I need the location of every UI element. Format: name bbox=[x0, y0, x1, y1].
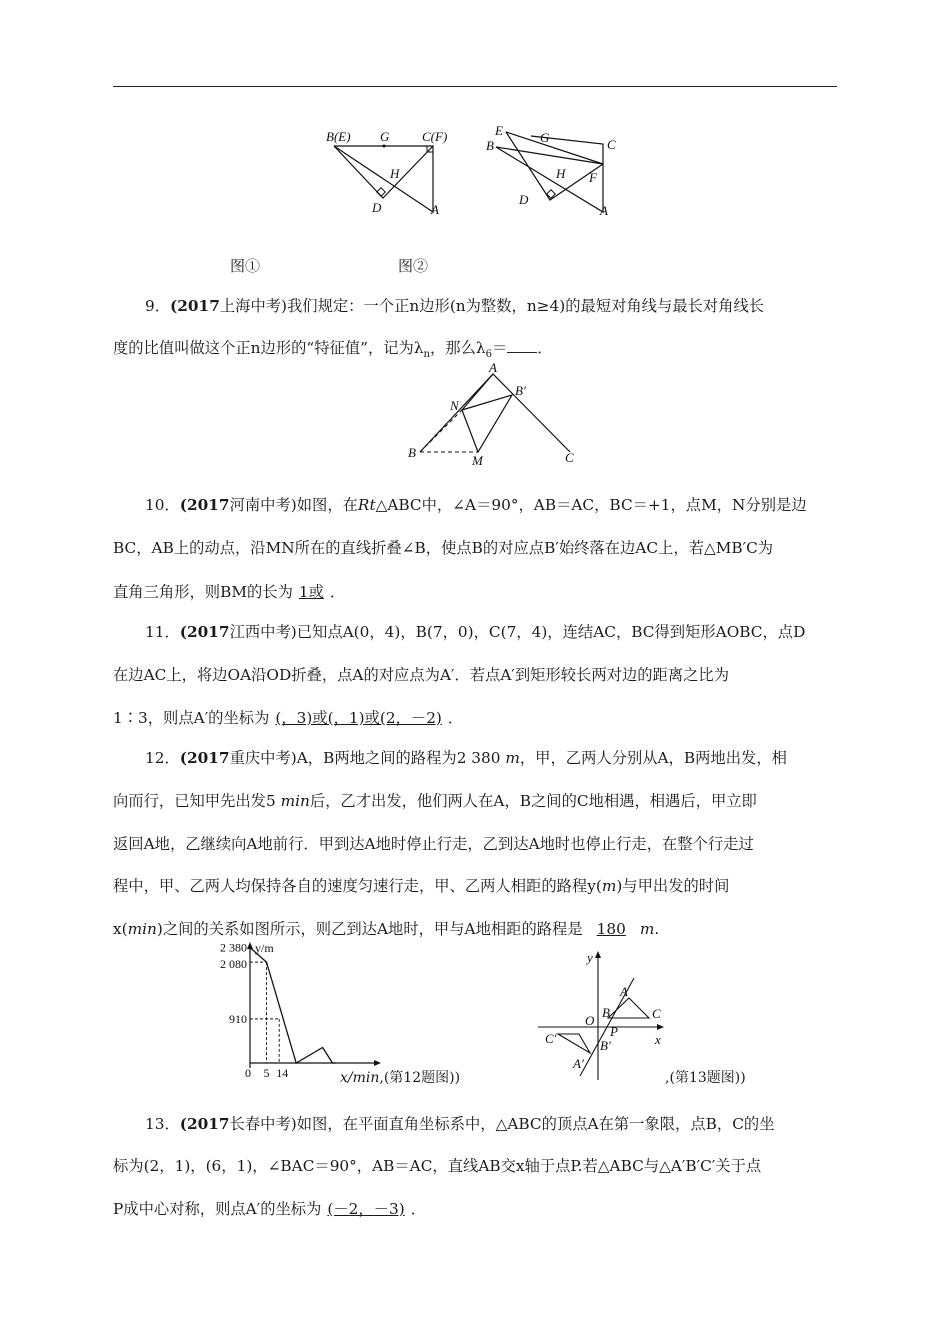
q10-line1 bbox=[145, 493, 807, 515]
q13-label-ap: A′ bbox=[573, 1056, 584, 1071]
q13-label-b: B bbox=[602, 1005, 610, 1020]
figure-1-2 bbox=[320, 120, 630, 230]
q11-text3a: 1∶3，则点A′的坐标为 bbox=[113, 709, 270, 727]
figure-q13 bbox=[530, 948, 680, 1083]
fig2-label-d: D bbox=[519, 192, 529, 207]
fig1-label-d: D bbox=[372, 200, 382, 215]
q11-text1: 江西中考)已知点A(0，4)，B(7，0)，C(7，4)，连结AC，BC得到矩形AOBC，点D bbox=[229, 623, 806, 641]
q10-number: 10． bbox=[145, 496, 180, 514]
q10-fold bbox=[462, 395, 512, 452]
q10-dashed-bn bbox=[420, 410, 462, 452]
q12-line3: 返回A地，乙继续向A地前行．甲到达A地时停止行走，乙到达A地时也停止行走，在整个行走过 bbox=[113, 835, 754, 853]
q13-triangle-a-prime bbox=[558, 1034, 590, 1053]
q12-unit-min2: min bbox=[127, 920, 157, 938]
q13-year: (2017 bbox=[179, 1115, 230, 1133]
q10-triangle bbox=[420, 374, 570, 452]
q12-line2 bbox=[113, 789, 757, 811]
fig2-e-line bbox=[506, 132, 603, 164]
fig2-label-b: B bbox=[486, 138, 494, 153]
q12-text4b: )与甲出发的时间 bbox=[616, 877, 730, 895]
q13-text3a: P成中心对称，则点A′的坐标为 bbox=[113, 1200, 322, 1218]
q13-y-arrow bbox=[595, 951, 601, 958]
fig2-label-g: G bbox=[540, 130, 550, 145]
fig1-point-g bbox=[383, 145, 386, 148]
fig2-label-a: A bbox=[600, 203, 608, 218]
q10-text3b: ． bbox=[329, 583, 346, 601]
q11-answer: (，3)或(，1)或(2，－2) bbox=[275, 709, 442, 727]
q12-y-label: y/m bbox=[255, 941, 274, 955]
q13-line3 bbox=[113, 1197, 426, 1219]
fig2-top bbox=[496, 147, 603, 164]
q10-text1a: 河南中考)如图，在 bbox=[229, 496, 358, 514]
q13-caption: ,(第13题图)) bbox=[665, 1070, 746, 1086]
fig1-label-a: A bbox=[431, 202, 439, 217]
q12-x-label bbox=[340, 1067, 460, 1087]
q13-label-o: O bbox=[585, 1013, 595, 1028]
q12-unit-min1: min bbox=[280, 792, 310, 810]
q11-text3b: ． bbox=[447, 709, 464, 727]
figure-2 bbox=[486, 123, 616, 218]
q10-label-m: M bbox=[472, 453, 483, 467]
q13-text3b: ． bbox=[410, 1200, 426, 1218]
q12-line1 bbox=[145, 746, 787, 768]
q12-series-line bbox=[250, 948, 336, 1063]
q12-text5b: )之间的关系如图所示，则乙到达A地时，甲与A地相距的路程是 bbox=[156, 920, 583, 938]
q10-line2: BC，AB上的动点，沿MN所在的直线折叠∠B，使点B的对应点B′始终落在边AC上，若△MB′C为 bbox=[113, 539, 774, 557]
q13-label-a: A bbox=[620, 984, 628, 999]
q12-number: 12． bbox=[145, 749, 180, 767]
q13-line2: 标为(2，1)，(6，1)，∠BAC＝90°，AB＝AC，直线AB交x轴于点P.若△ABC与△A′B′C′关于点 bbox=[113, 1157, 762, 1175]
q13-label-x: x bbox=[655, 1032, 661, 1047]
q13-label-y: y bbox=[587, 950, 593, 965]
q10-rt: Rt bbox=[357, 496, 376, 514]
q13-line1 bbox=[145, 1112, 775, 1134]
fig1-label-c: C(F) bbox=[422, 129, 448, 144]
q10-year: (2017 bbox=[179, 496, 230, 514]
q9-number: 9． bbox=[145, 297, 171, 315]
fig1-label-h: H bbox=[390, 166, 400, 181]
q12-chart-guides bbox=[250, 962, 279, 1063]
q9-line1 bbox=[145, 294, 764, 316]
q12-text5c: . bbox=[654, 920, 660, 938]
q10-label-bp: B′ bbox=[515, 383, 526, 398]
q10-answer: 1或 bbox=[298, 583, 324, 601]
q11-year: (2017 bbox=[179, 623, 230, 641]
q9-text2d: ． bbox=[537, 339, 553, 357]
q12-tick-labels bbox=[220, 941, 288, 1080]
fig1-lines bbox=[334, 146, 433, 212]
q12-unit-m2: m bbox=[601, 877, 617, 895]
q9-text2c: ＝ bbox=[491, 339, 508, 357]
q12-text2a: 向而行，已知甲先出发5 bbox=[113, 792, 281, 810]
q11-line1 bbox=[145, 620, 805, 642]
caption-fig1: 图① bbox=[230, 257, 261, 275]
q10-label-c: C bbox=[565, 450, 574, 465]
caption-fig2: 图② bbox=[398, 257, 429, 275]
q13-label-p: P bbox=[610, 1024, 618, 1039]
q10-text3a: 直角三角形，则BM的长为 bbox=[113, 583, 293, 601]
q12-tick-910: 910 bbox=[229, 1011, 247, 1026]
q9-sub-6: 6 bbox=[485, 349, 492, 361]
q9-sub-n: n bbox=[423, 349, 430, 361]
q12-tick-14: 14 bbox=[276, 1066, 289, 1080]
q12-text4a: 程中，甲、乙两人均保持各自的速度匀速行走，甲、乙两人相距的路程y( bbox=[113, 877, 602, 895]
figure-q10 bbox=[400, 362, 590, 467]
q12-caption: ,(第12题图)) bbox=[379, 1070, 461, 1086]
fig1-label-g: G bbox=[380, 129, 390, 144]
q12-tick-0: 0 bbox=[245, 1066, 251, 1080]
q10-label-n: N bbox=[450, 398, 459, 413]
q12-text2b: 后，乙才出发，他们两人在A，B之间的C地相遇，相遇后，甲立即 bbox=[309, 792, 757, 810]
q9-line2 bbox=[113, 336, 553, 360]
fig2-label-c: C bbox=[607, 137, 616, 152]
q13-label-cp: C′ bbox=[545, 1031, 557, 1046]
q10-label-b: B bbox=[408, 445, 416, 460]
q12-tick-5: 5 bbox=[263, 1066, 270, 1080]
q9-text2b: ，那么λ bbox=[430, 339, 486, 357]
q9-text2a: 度的比值叫做这个正n边形的“特征值”，记为λ bbox=[113, 339, 424, 357]
fig2-label-f: F bbox=[589, 170, 597, 185]
q10-line3 bbox=[113, 580, 345, 602]
q13-label-bp: B′ bbox=[600, 1038, 611, 1053]
q12-tick-2080: 2 080 bbox=[220, 957, 247, 972]
q13-answer: (－2，－3) bbox=[327, 1200, 405, 1218]
q12-year: (2017 bbox=[179, 749, 230, 767]
fig1-label-b: B(E) bbox=[326, 129, 351, 144]
q12-x-label-text: x/min bbox=[340, 1070, 380, 1086]
fig2-label-e: E bbox=[495, 123, 503, 138]
q11-number: 11． bbox=[145, 623, 180, 641]
q12-text5a: x( bbox=[113, 920, 128, 938]
q9-text1: 上海中考)我们规定：一个正n边形(n为整数，n≥4)的最短对角线与最长对角线长 bbox=[219, 297, 765, 315]
q12-tick-2380: 2 380 bbox=[220, 940, 247, 955]
q13-label-c: C bbox=[652, 1006, 661, 1021]
q12-x-arrow bbox=[374, 1060, 381, 1066]
q12-text1b: ，甲，乙两人分别从A，B两地出发，相 bbox=[519, 749, 787, 767]
header-rule bbox=[113, 86, 837, 87]
fig2-label-h: H bbox=[556, 166, 566, 181]
q12-unit-m1: m bbox=[505, 749, 520, 767]
q12-line5 bbox=[113, 917, 659, 939]
q13-x-arrow bbox=[657, 1024, 664, 1030]
q12-line4 bbox=[113, 874, 729, 896]
q9-year: (2017 bbox=[170, 297, 220, 315]
q13-number: 13． bbox=[145, 1115, 180, 1133]
fig2-main bbox=[496, 132, 603, 212]
q10-text1b: △ABC中，∠A＝90°，AB＝AC，BC＝+1，点M，N分别是边 bbox=[375, 496, 807, 514]
q10-label-a: A bbox=[489, 362, 497, 375]
q13-text1: 长春中考)如图，在平面直角坐标系中，△ABC的顶点A在第一象限，点B，C的坐 bbox=[229, 1115, 775, 1133]
q12-text1a: 重庆中考)A，B两地之间的路程为2 380 bbox=[229, 749, 506, 767]
figure-1 bbox=[326, 129, 447, 217]
q10-segment-ab bbox=[462, 374, 493, 410]
q12-chart bbox=[205, 940, 385, 1080]
q11-line3 bbox=[113, 706, 463, 728]
q12-answer: 180 bbox=[596, 920, 626, 938]
q12-unit-m3: m bbox=[639, 920, 655, 938]
q9-answer-blank bbox=[507, 340, 537, 353]
q11-line2: 在边AC上，将边OA沿OD折叠，点A的对应点为A′．若点A′到矩形较长两对边的距离之比为 bbox=[113, 666, 730, 684]
